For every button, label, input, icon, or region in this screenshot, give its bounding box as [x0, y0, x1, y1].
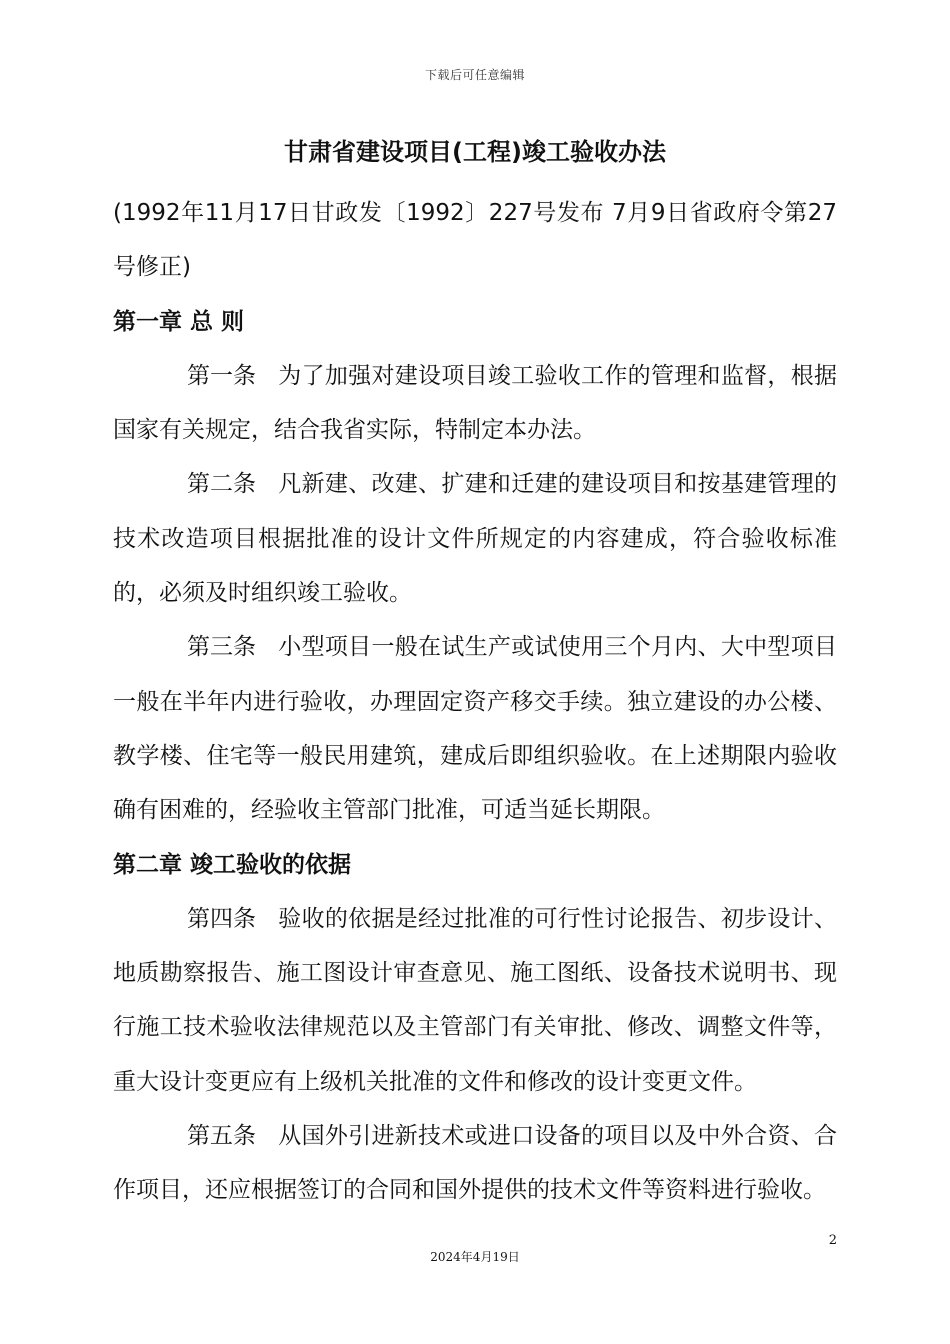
- article-number: 第二条: [187, 471, 256, 498]
- article-number: 第三条: [187, 634, 256, 661]
- article-text: 从国外引进新技术或进口设备的项目以及中外合资、合作项目，还应根据签订的合同和国外提供的技术文件等资料进行验收。: [113, 1123, 837, 1204]
- document-source-note: (1992年11月17日甘政发〔1992〕227号发布 7月9日省政府令第27号修正): [113, 200, 837, 281]
- chapter-1-heading: 第一章 总 则: [113, 308, 245, 335]
- article-number: 第一条: [187, 362, 256, 389]
- article-5: [113, 1109, 837, 1218]
- article-text: 小型项目一般在试生产或试使用三个月内、大中型项目一般在半年内进行验收，办理固定资产移交手续。独立建设的办公楼、教学楼、住宅等一般民用建筑，建成后即组织验收。在上述期限内验收确有困难的，经验收主管部门批准，可适当延长期限。: [113, 634, 837, 824]
- article-text: 验收的依据是经过批准的可行性讨论报告、初步设计、地质勘察报告、施工图设计审查意见、施工图纸、设备技术说明书、现行施工技术验收法律规范以及主管部门有关审批、修改、调整文件等，重大设计变更应有上级机关批准的文件和修改的设计变更文件。: [113, 905, 837, 1095]
- chapter-2-heading: 第二章 竣工验收的依据: [113, 851, 352, 878]
- article-4: [113, 892, 837, 1109]
- article-text: 凡新建、改建、扩建和迁建的建设项目和按基建管理的技术改造项目根据批准的设计文件所规定的内容建成，符合验收标准的，必须及时组织竣工验收。: [113, 471, 837, 607]
- page-footer-date: 2024年4月19日: [430, 1250, 520, 1264]
- article-3: [113, 620, 837, 837]
- article-text: 为了加强对建设项目竣工验收工作的管理和监督，根据国家有关规定，结合我省实际，特制定本办法。: [113, 362, 837, 444]
- article-2: [113, 457, 837, 620]
- article-1: [113, 349, 837, 458]
- article-number: 第四条: [187, 905, 256, 932]
- article-number: 第五条: [187, 1123, 256, 1150]
- page-number: 2: [828, 1233, 837, 1248]
- document-title: 甘肃省建设项目(工程)竣工验收办法: [284, 138, 666, 166]
- page-header-note: 下载后可任意编辑: [424, 68, 525, 82]
- document-body: [113, 134, 837, 1218]
